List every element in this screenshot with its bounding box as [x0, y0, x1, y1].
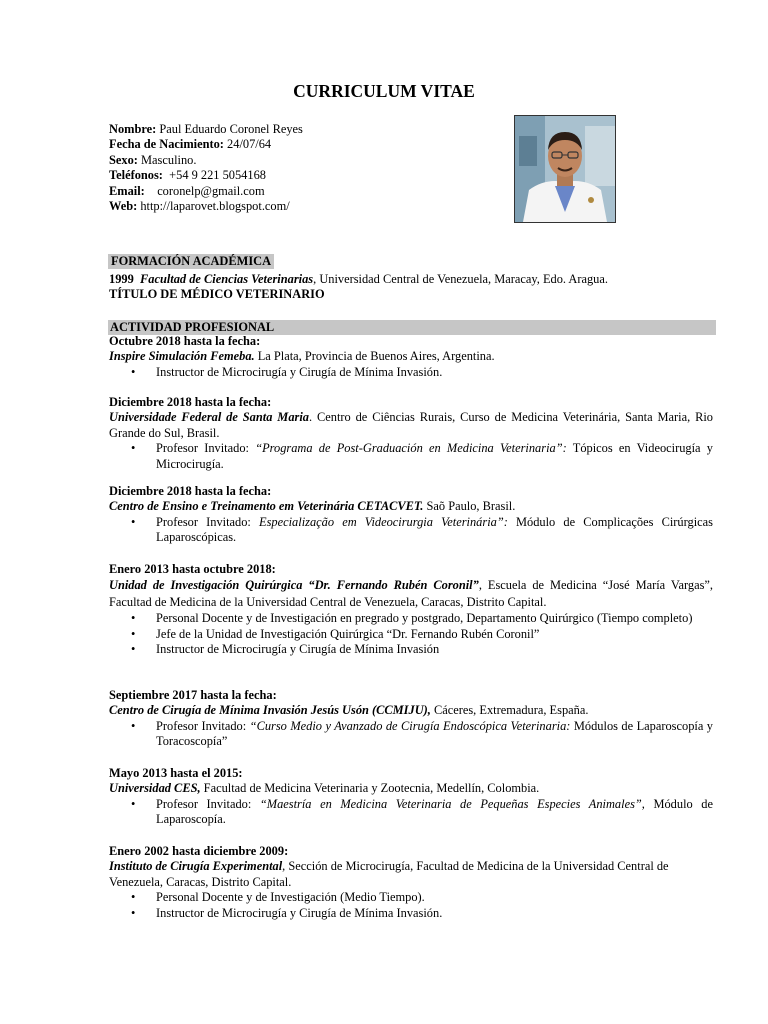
activity-entry: [109, 766, 713, 828]
entry-date: Septiembre 2017 hasta la fecha:: [109, 688, 277, 702]
info-label: Sexo:: [109, 152, 138, 167]
bullet-program: “Curso Medio y Avanzado de Cirugía Endoscópica Veterinaria:: [249, 718, 571, 733]
activity-entry: [109, 562, 713, 658]
entry-bullet: [109, 797, 713, 828]
bullet-text: Profesor Invitado:: [156, 514, 260, 529]
entry-place: Saõ Paulo, Brasil.: [423, 499, 516, 514]
info-row-birthdate: [109, 137, 303, 152]
bullet-text: Profesor Invitado:: [156, 718, 250, 733]
bullet-text: Profesor Invitado:: [156, 441, 256, 456]
entry-bullet: • Instructor de Microcirugía y Cirugía de Mínima Invasión.: [109, 906, 713, 921]
entry-date: Enero 2013 hasta octubre 2018:: [109, 562, 276, 576]
entry-date: Octubre 2018 hasta la fecha:: [109, 334, 261, 348]
entry-date: Enero 2002 hasta diciembre 2009:: [109, 844, 289, 858]
bullet-program: “Maestría en Medicina Veterinaria de Pequeñas Especies Animales”,: [259, 796, 645, 811]
entry-institution: Inspire Simulación Femeba.: [109, 349, 255, 364]
entry-place: , Sección de Microcirugía, Facultad de Medicina de la Universidad Central de Venezuela, Caracas, Distrito Capital.: [109, 859, 669, 889]
bullet-text: Módulos de Laparoscopía y Toracoscopía”: [156, 718, 713, 749]
entry-place: La Plata, Provincia de Buenos Aires, Argentina.: [254, 349, 495, 364]
section-heading-formacion: FORMACIÓN ACADÉMICA: [108, 254, 274, 269]
info-value: Paul Eduardo Coronel Reyes: [159, 122, 303, 136]
entry-bullet: • Personal Docente y de Investigación (Medio Tiempo).: [109, 890, 713, 905]
entry-bullet: • Instructor de Microcirugía y Cirugía de Mínima Invasión.: [109, 365, 713, 380]
info-label: Fecha de Nacimiento:: [109, 137, 224, 152]
activity-entry: [109, 334, 713, 380]
section-heading-actividad: ACTIVIDAD PROFESIONAL: [108, 320, 716, 335]
entry-bullet: • Instructor de Microcirugía y Cirugía de Mínima Invasión: [109, 642, 713, 657]
email-link[interactable]: coronelp@gmail.com: [157, 183, 265, 198]
portrait-image: [515, 116, 615, 222]
bullet-text: Módulo de Laparoscopía.: [156, 796, 713, 827]
entry-institution: Universidad CES,: [109, 781, 201, 796]
formacion-entry: [109, 272, 713, 303]
info-row-web: [109, 199, 303, 214]
formacion-year: 1999: [109, 272, 134, 286]
entry-place: . Centro de Ciências Rurais, Curso de Medicina Veterinária, Santa Maria, Rio Grande do Sul, Brasil.: [109, 410, 713, 440]
bullet-program: Especialização em Videocirurgia Veterinária”:: [259, 514, 508, 529]
entry-institution: Universidade Federal de Santa Maria: [109, 410, 309, 425]
entry-place: Facultad de Medicina Veterinaria y Zootecnia, Medellín, Colombia.: [200, 781, 540, 796]
entry-institution: Instituto de Cirugía Experimental: [109, 859, 283, 874]
entry-institution: Centro de Cirugía de Mínima Invasión Jesús Usón (CCMIJU),: [109, 703, 431, 718]
activity-entry: [109, 484, 713, 546]
info-value: +54 9 221 5054168: [169, 168, 266, 183]
bullet-text: Módulo de Complicações Cirúrgicas Laparoscópicas.: [156, 514, 713, 545]
formacion-institution: Facultad de Ciencias Veterinarias: [139, 272, 314, 286]
entry-bullet: [109, 441, 713, 472]
info-row-phones: [109, 168, 303, 183]
entry-bullet: [109, 719, 713, 750]
info-label: Teléfonos:: [109, 168, 163, 183]
entry-place: Cáceres, Extremadura, España.: [430, 703, 589, 718]
page-title: CURRICULUM VITAE: [293, 81, 475, 101]
entry-institution: Centro de Ensino e Treinamento em Veterinária CETACVET.: [109, 499, 424, 514]
info-value: Masculino.: [141, 152, 197, 167]
web-link[interactable]: http://laparovet.blogspot.com/: [140, 198, 290, 213]
info-label: Email:: [109, 183, 145, 198]
info-row-name: [109, 122, 303, 137]
entry-place: , Escuela de Medicina “José María Vargas”, Facultad de Medicina de la Universidad Central de Venezuela, Caracas, Distrito Capital.: [109, 578, 713, 610]
profile-photo: [514, 115, 616, 223]
entry-date: Mayo 2013 hasta el 2015:: [109, 766, 243, 780]
info-label: Nombre:: [109, 122, 157, 136]
formacion-degree: TÍTULO DE MÉDICO VETERINARIO: [109, 287, 325, 302]
entry-date: Diciembre 2018 hasta la fecha:: [109, 484, 272, 498]
entry-bullet: • Jefe de la Unidad de Investigación Quirúrgica “Dr. Fernando Rubén Coronil”: [109, 627, 713, 642]
info-label: Web:: [109, 198, 138, 213]
activity-entry: [109, 844, 713, 921]
entry-institution: Unidad de Investigación Quirúrgica “Dr. Fernando Rubén Coronil”: [109, 578, 479, 593]
activity-entry: [109, 395, 713, 472]
bullet-text: Tópicos en Videocirugía y Microcirugía.: [156, 441, 713, 471]
formacion-place: , Universidad Central de Venezuela, Maracay, Edo. Aragua.: [313, 272, 608, 286]
personal-info: [109, 122, 303, 214]
entry-date: Diciembre 2018 hasta la fecha:: [109, 395, 272, 409]
info-value: 24/07/64: [227, 137, 272, 152]
info-row-sex: [109, 153, 303, 168]
bullet-text: Profesor Invitado:: [156, 796, 260, 811]
entry-bullet: • Personal Docente y de Investigación en pregrado y postgrado, Departamento Quirúrgico (Tiempo completo): [109, 611, 713, 626]
section-formacion: [108, 254, 274, 269]
entry-bullet: [109, 515, 713, 546]
activity-entry: [109, 688, 713, 750]
info-row-email: [109, 184, 303, 199]
bullet-program: “Programa de Post-Graduación en Medicina Veterinaria”:: [255, 441, 567, 456]
